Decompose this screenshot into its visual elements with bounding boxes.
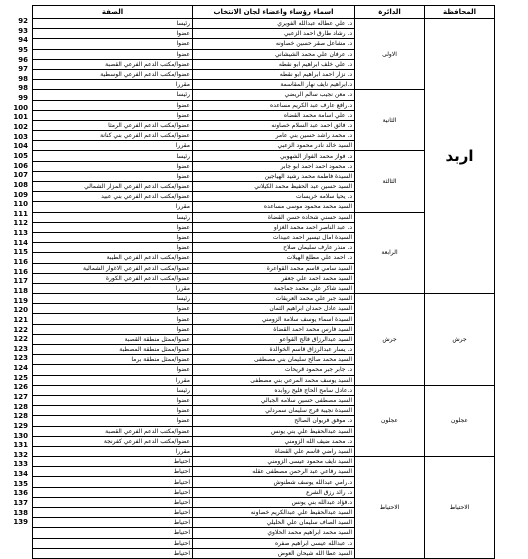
row-number: 93 — [18, 26, 28, 35]
member-name: د.ابراهيم نايف نهار المقاسمة — [193, 80, 355, 90]
member-role: عضوا/ممثل منطقة القصبة — [33, 334, 193, 344]
row-number: 105 — [13, 151, 28, 160]
row-number: 119 — [13, 296, 28, 305]
member-name: د. يسار عبدالرزاق قاسم الخوالدة — [193, 345, 355, 355]
member-role: عضوا/مكتب الدعم الفرعي القصبة — [33, 426, 193, 436]
row-number: 132 — [13, 450, 28, 459]
row-number: 117 — [13, 277, 28, 286]
row-number: 100 — [13, 103, 28, 112]
row-number: 99 — [18, 94, 28, 103]
member-role: عضوا — [33, 243, 193, 253]
member-role: احتياط — [33, 477, 193, 487]
member-name: د. جابر جبر محمود قريحات — [193, 365, 355, 375]
member-role: عضوا/مكتب الدعم الفرعي بني كنانة — [33, 131, 193, 141]
member-role: عضوا — [33, 49, 193, 59]
row-number: 123 — [13, 344, 28, 353]
row-number: 116 — [13, 267, 28, 276]
member-role: احتياط — [33, 538, 193, 548]
member-name: د. علي اسامة محمد القضاه — [193, 110, 355, 120]
member-role: عضوا/مكتب الدعم الفرعي بني عبيد — [33, 192, 193, 202]
row-number: 137 — [13, 499, 28, 508]
member-name: السيدة اسماء يوسف سلامة الزومني — [193, 314, 355, 324]
member-name: السيد جبر علي محمد العريقات — [193, 294, 355, 304]
member-role: عضوا — [33, 161, 193, 171]
member-name: د. محمد ضيف الله الزومني — [193, 436, 355, 446]
member-role: عضوا — [33, 365, 193, 375]
member-name: السيد حسني شحاده حسن القضاة — [193, 212, 355, 222]
row-number: 113 — [13, 229, 28, 238]
member-role: عضوا/مكتب الدعم الفرعي الكورة — [33, 273, 193, 283]
governorate-cell: اربد — [425, 19, 495, 294]
row-number: 98 — [18, 74, 28, 83]
header-role: الصفة — [33, 6, 193, 19]
member-name: د. مشاعل صقر حسين خصاونه — [193, 39, 355, 49]
table-row — [33, 457, 495, 467]
member-name: د. محمود احمد احمد ابو جابر — [193, 161, 355, 171]
district-cell: الثالثة — [355, 151, 425, 212]
member-role: عضوا — [33, 232, 193, 242]
member-name: السيد عبدالرزاق فالح القواعو — [193, 334, 355, 344]
table-row — [33, 385, 495, 395]
member-name: د. معن نجيب سالم الريضي — [193, 90, 355, 100]
table-row — [33, 19, 495, 29]
row-number: 135 — [13, 479, 28, 488]
row-number: 124 — [13, 364, 28, 373]
governorate-cell: الاحتياط — [425, 457, 495, 559]
row-number: 108 — [13, 180, 28, 189]
member-role: عضوا — [33, 110, 193, 120]
row-number: 126 — [13, 383, 28, 392]
governorate-cell: عجلون — [425, 385, 495, 456]
member-role: عضوا — [33, 324, 193, 334]
member-role: مقررا — [33, 375, 193, 385]
member-name: د. منذر عارف سليمان صلاح — [193, 243, 355, 253]
row-number: 95 — [18, 45, 28, 54]
row-number: 128 — [13, 402, 28, 411]
member-role: رئيسا — [33, 151, 193, 161]
member-name: السيدة امال تيسير احمد عبيدات — [193, 232, 355, 242]
member-role: مقررا — [33, 141, 193, 151]
member-name: السيد شاكر علي محمد جماجمة — [193, 283, 355, 293]
row-number: 110 — [13, 200, 28, 209]
member-name: د.فؤاد عبدالله بني يونس — [193, 497, 355, 507]
member-role: عضوا — [33, 29, 193, 39]
header-gov: المحافظة — [425, 6, 495, 19]
district-cell: جرش — [355, 294, 425, 386]
member-role: مقررا — [33, 446, 193, 456]
row-number: 115 — [13, 248, 28, 257]
member-name: د.رافع عارف عبد الكريم مساعده — [193, 100, 355, 110]
row-number: 134 — [13, 470, 28, 479]
member-role: عضوا/مكتب الدعم الفرعي القصبة — [33, 59, 193, 69]
row-number: 104 — [13, 142, 28, 151]
member-name: د. موفق فريوان الصالح — [193, 416, 355, 426]
header-names: اسماء رؤساء واعضاء لجان الانتخاب — [193, 6, 355, 19]
district-cell: الثانية — [355, 90, 425, 151]
member-role: احتياط — [33, 518, 193, 528]
row-number: 109 — [13, 190, 28, 199]
member-role: مقررا — [33, 80, 193, 90]
member-name: د. فواز محمد الفواز الشهوبي — [193, 151, 355, 161]
member-role: احتياط — [33, 548, 193, 558]
row-number: 111 — [13, 209, 28, 218]
header-district: الدائرة — [355, 6, 425, 19]
member-name: السيد رفاعي عبد الرحمن مصطفى عقله — [193, 467, 355, 477]
member-name: د. محمد راشد حسين بني عامر — [193, 131, 355, 141]
row-number: 139 — [13, 518, 28, 527]
member-name: د. يحيا سلامه خريسات — [193, 192, 355, 202]
row-number: 116 — [13, 258, 28, 267]
member-name: السيد مصطفى حسين سلامه الجبالي — [193, 395, 355, 405]
district-cell: الرابعة — [355, 212, 425, 294]
row-number: 138 — [13, 508, 28, 517]
member-name: السيد راضي قاسم علي القضاة — [193, 446, 355, 456]
member-name: السيد سامي قاسم محمد القواعرة — [193, 263, 355, 273]
governorate-cell: جرش — [425, 294, 495, 386]
committees-table — [32, 5, 495, 559]
row-number: 133 — [13, 460, 28, 469]
row-number: 102 — [13, 123, 28, 132]
member-role: مقررا — [33, 283, 193, 293]
member-name: د. رشاد طارق احمد الزعبي — [193, 29, 355, 39]
member-name: د. عبد الناصر احمد محمد الغزاو — [193, 222, 355, 232]
row-number: 96 — [18, 55, 28, 64]
member-name: د. رائد رزق الشرع — [193, 487, 355, 497]
member-role: رئيسا — [33, 294, 193, 304]
row-number: 123 — [13, 354, 28, 363]
row-number: 131 — [13, 441, 28, 450]
member-role: عضوا — [33, 304, 193, 314]
row-numbers — [0, 17, 30, 528]
member-role: عضوا/ممثل منطقة المصطبة — [33, 345, 193, 355]
row-number: 136 — [13, 489, 28, 498]
member-role: عضوا/مكتب الدعم الفرعي الاغوار الشمالية — [33, 263, 193, 273]
row-number: 103 — [13, 132, 28, 141]
member-role: عضوا — [33, 406, 193, 416]
member-name: د.رامي عبدالله يوسف شطنوش — [193, 477, 355, 487]
row-number: 128 — [13, 412, 28, 421]
member-role: عضوا — [33, 222, 193, 232]
row-number: 121 — [13, 315, 28, 324]
member-name: السيد يوسف محمد المرعي بني مصطفى — [193, 375, 355, 385]
member-name: د. فائق احمد عبد السلام خصاونه — [193, 120, 355, 130]
row-number: 114 — [13, 238, 28, 247]
table-row — [33, 294, 495, 304]
member-role: عضوا — [33, 314, 193, 324]
member-role: رئيسا — [33, 19, 193, 29]
row-number: 106 — [13, 161, 28, 170]
member-role: احتياط — [33, 457, 193, 467]
row-number: 125 — [13, 373, 28, 382]
member-name: السيد عادل حمدان ابراهيم الثمان — [193, 304, 355, 314]
member-role: عضوا/مكتب الدعم الفرعي المزار الشمالي — [33, 182, 193, 192]
member-name: السيد محمد محمود موسى مساعده — [193, 202, 355, 212]
member-name: السيد نايف محمود عيسى الزومني — [193, 457, 355, 467]
member-role: عضوا/ممثل منطقة برما — [33, 355, 193, 365]
row-number: 112 — [13, 219, 28, 228]
member-name: د. علي عطاله عبدالله الفويري — [193, 19, 355, 29]
member-role: عضوا/مكتب الدعم الفرعي كفرنجة — [33, 436, 193, 446]
member-role: عضوا — [33, 100, 193, 110]
member-name: د. احمد علي مطلع الهيلات — [193, 253, 355, 263]
member-name: السيدة فاطمة محمد رشيد الهياجين — [193, 171, 355, 181]
member-role: رئيسا — [33, 385, 193, 395]
district-cell: الاولى — [355, 19, 425, 90]
member-role: عضوا — [33, 39, 193, 49]
row-number: 98 — [18, 84, 28, 93]
member-name: السيد محمد صالح سليمان بني مصطفى — [193, 355, 355, 365]
member-name: د. عبدالله عيسى ابراهيم صفره — [193, 538, 355, 548]
row-number: 101 — [13, 113, 28, 122]
row-number: 127 — [13, 392, 28, 401]
member-name: د.عادل سامح الحاج فليح روابده — [193, 385, 355, 395]
member-role: عضوا — [33, 416, 193, 426]
member-role: رئيسا — [33, 90, 193, 100]
member-name: السيد حسين عبد الحفيظ محمد الكيلاني — [193, 182, 355, 192]
row-number: 130 — [13, 431, 28, 440]
row-number: 97 — [18, 65, 28, 74]
member-role: مقررا — [33, 202, 193, 212]
row-number: 107 — [13, 171, 28, 180]
member-name: السيد محمد احمد علي جعفر — [193, 273, 355, 283]
member-name: السيد الصاف سليمان علي الحليلي — [193, 518, 355, 528]
member-role: عضوا/مكتب الدعم الفرعي الرمثا — [33, 120, 193, 130]
member-role: احتياط — [33, 487, 193, 497]
row-number: 92 — [18, 17, 28, 25]
member-role: احتياط — [33, 467, 193, 477]
member-name: د. عرفان علي محمد الشيشاني — [193, 49, 355, 59]
member-role: احتياط — [33, 508, 193, 518]
member-name: السيدة نجيبة فرج سليمان سمردلي — [193, 406, 355, 416]
row-number: 122 — [13, 325, 28, 334]
member-name: د. نزار احمد ابراهيم ابو نقطه — [193, 69, 355, 79]
row-number: 129 — [13, 421, 28, 430]
member-name: السيد عبدالحفيظ علي بني يونس — [193, 426, 355, 436]
member-role: عضوا/مكتب الدعم الفرعي الوسطية — [33, 69, 193, 79]
row-number: 120 — [13, 306, 28, 315]
member-name: السيد خالد نادر محمود الزعبي — [193, 141, 355, 151]
row-number: 122 — [13, 335, 28, 344]
member-name: السيد عبدالحفيظ علي عبدالكريم خصاونه — [193, 508, 355, 518]
member-role: عضوا — [33, 171, 193, 181]
member-role: عضوا/مكتب الدعم الفرعي الطيبة — [33, 253, 193, 263]
member-name: السيد عطا الله شيحان العوض — [193, 548, 355, 558]
header-row — [33, 6, 495, 19]
row-number: 94 — [18, 36, 28, 45]
member-role: رئيسا — [33, 212, 193, 222]
member-role: عضوا — [33, 395, 193, 405]
member-name: السيد محمد ابراهيم محمد الحلاوي — [193, 528, 355, 538]
row-number: 118 — [13, 286, 28, 295]
member-role: احتياط — [33, 528, 193, 538]
district-cell: عجلون — [355, 385, 425, 456]
member-role: احتياط — [33, 497, 193, 507]
member-name: السيد فارس محمد احمد القضاة — [193, 324, 355, 334]
district-cell: الاحتياط — [355, 457, 425, 559]
member-name: د. علي خلف ابراهيم ابو نقطه — [193, 59, 355, 69]
